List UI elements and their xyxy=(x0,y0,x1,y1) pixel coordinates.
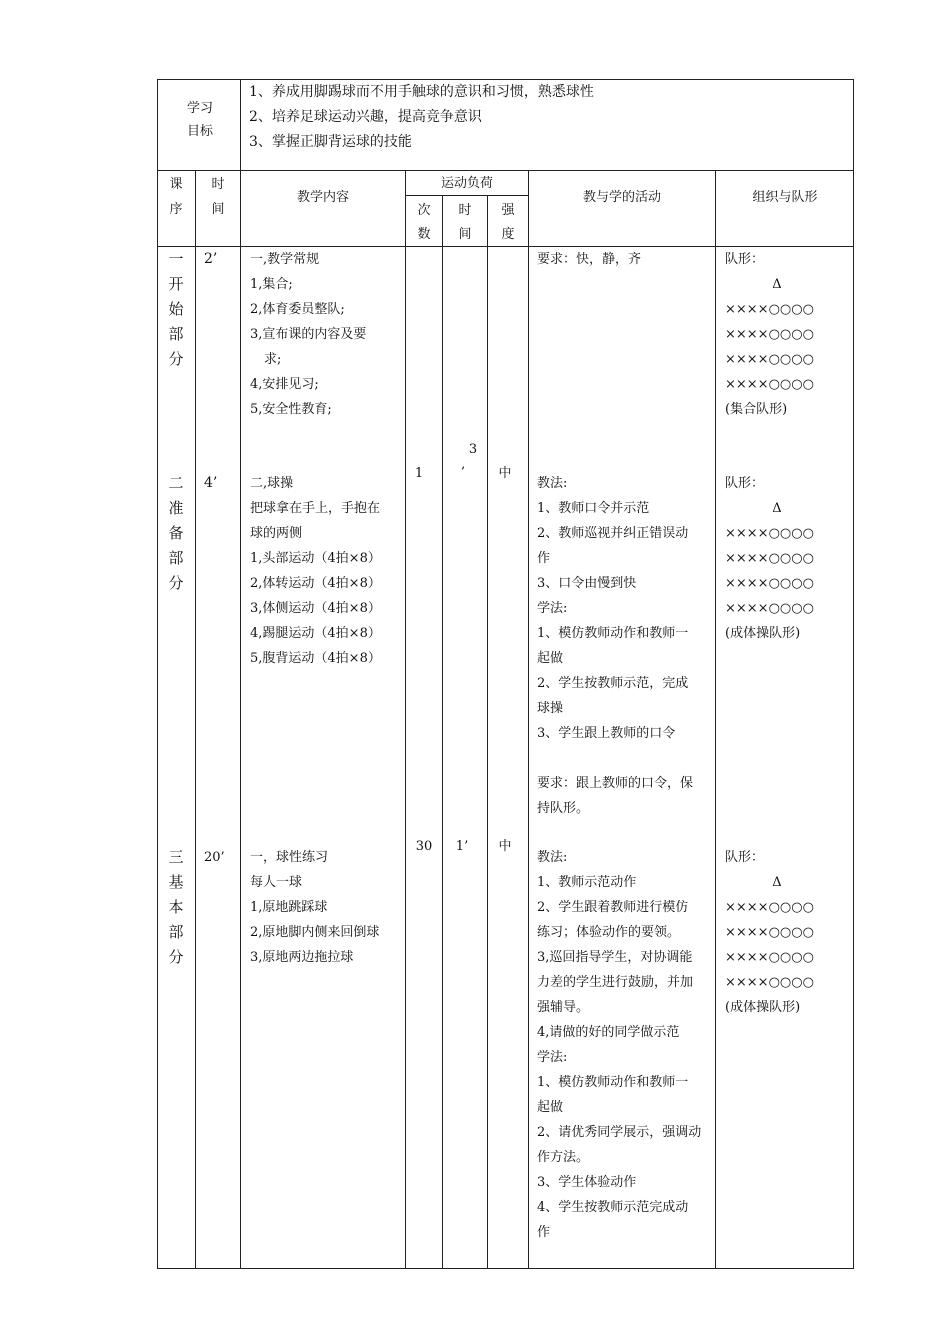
part-label-char: 本 xyxy=(168,898,184,916)
goal-item-1: 1、养成用脚踢球而不用手触球的意识和习惯，熟悉球性 xyxy=(249,84,594,100)
formation-row: ××××○○○○ xyxy=(725,551,814,566)
col-divider-goals xyxy=(240,79,241,171)
activity-line: 教法: xyxy=(537,850,568,865)
goals-label-1: 学习 xyxy=(186,101,213,116)
content-line: 4,安排见习; xyxy=(250,377,319,392)
content-line: 一,教学常规 xyxy=(250,252,320,267)
goal-item-2: 2、培养足球运动兴趣，提高竞争意识 xyxy=(249,109,482,125)
header-course-order-2: 序 xyxy=(169,202,183,217)
activity-line: 要求：跟上教师的口令，保 xyxy=(537,776,694,791)
activity-line: 要求：快，静，齐 xyxy=(537,252,642,267)
header-activities: 教与学的活动 xyxy=(582,190,661,205)
activity-line: 作 xyxy=(537,1225,551,1240)
activity-line: 3、学生跟上教师的口令 xyxy=(537,726,676,741)
activity-line: 1、模仿教师动作和教师一 xyxy=(537,1075,689,1090)
header-load-time-1: 时 xyxy=(458,203,472,218)
header-course-order-1: 课 xyxy=(169,177,183,192)
teacher-marker: Δ xyxy=(772,501,782,516)
activity-line: 球操 xyxy=(537,701,564,716)
formation-row: ××××○○○○ xyxy=(725,327,814,342)
header-load-intensity-2: 度 xyxy=(501,227,515,242)
activity-line: 3、学生体验动作 xyxy=(537,1175,637,1190)
header-load-count-1: 次 xyxy=(417,203,431,218)
formation-row: ××××○○○○ xyxy=(725,576,814,591)
header-time-2: 间 xyxy=(211,202,225,217)
content-line: 1,集合; xyxy=(250,277,293,292)
content-line: 3,原地两边拖拉球 xyxy=(250,950,354,965)
part-label-char: 二 xyxy=(168,474,184,492)
activity-line: 持队形。 xyxy=(537,801,590,816)
header-load-count-2: 数 xyxy=(417,227,431,242)
col-divider-5 xyxy=(487,195,488,1269)
section-time: 20’ xyxy=(204,850,225,865)
part-label-char: 部 xyxy=(168,549,184,567)
part-label-char: 三 xyxy=(168,848,184,866)
activity-line: 2、学生跟着教师进行模仿 xyxy=(537,900,689,915)
col-divider-1 xyxy=(195,170,196,1269)
content-line: 4,踢腿运动（4拍×8） xyxy=(250,626,381,641)
activity-line: 2、教师巡视并纠正错误动 xyxy=(537,526,689,541)
content-line: 5,腹背运动（4拍×8） xyxy=(250,651,381,666)
header-load-time-2: 间 xyxy=(458,227,472,242)
header-content: 教学内容 xyxy=(296,190,349,205)
content-line: 二,球操 xyxy=(250,476,294,491)
content-line: 2,体转运动（4拍×8） xyxy=(250,576,381,591)
formation-row: ××××○○○○ xyxy=(725,975,814,990)
formation-title: 队形： xyxy=(725,476,765,491)
activity-line: 2、学生按教师示范，完成 xyxy=(537,676,689,691)
part-label-char: 开 xyxy=(168,275,184,293)
formation-row: ××××○○○○ xyxy=(725,352,814,367)
header-load-intensity-1: 强 xyxy=(501,203,515,218)
activity-line: 作 xyxy=(537,551,551,566)
content-line: 求; xyxy=(264,352,282,367)
content-line: 3,体侧运动（4拍×8） xyxy=(250,601,381,616)
load-time-2: ’ xyxy=(460,465,466,480)
formation-caption: (集合队形) xyxy=(725,402,788,417)
activity-line: 起做 xyxy=(537,651,564,666)
part-label-char: 准 xyxy=(168,499,184,517)
activity-line: 起做 xyxy=(537,1100,564,1115)
content-line: 一，球性练习 xyxy=(250,850,329,865)
content-line: 3,宣布课的内容及要 xyxy=(250,327,367,342)
part-label-char: 分 xyxy=(168,574,184,592)
activity-line: 强辅导。 xyxy=(537,1000,590,1015)
load-intensity: 中 xyxy=(498,466,512,481)
content-line: 2,原地脚内侧来回倒球 xyxy=(250,925,380,940)
formation-row: ××××○○○○ xyxy=(725,900,814,915)
content-line: 2,体育委员整队; xyxy=(250,302,345,317)
section-time: 4’ xyxy=(204,475,218,491)
formation-caption: (成体操队形) xyxy=(725,1000,801,1015)
activity-line: 学法: xyxy=(537,1050,568,1065)
formation-title: 队形： xyxy=(725,252,765,267)
activity-line: 3、口令由慢到快 xyxy=(537,576,637,591)
header-load: 运动负荷 xyxy=(440,176,493,191)
header-time-1: 时 xyxy=(211,177,225,192)
formation-title: 队形： xyxy=(725,850,765,865)
load-count: 1 xyxy=(414,466,424,481)
header-organization: 组织与队形 xyxy=(752,190,818,205)
activity-line: 1、模仿教师动作和教师一 xyxy=(537,626,689,641)
formation-row: ××××○○○○ xyxy=(725,950,814,965)
formation-row: ××××○○○○ xyxy=(725,925,814,940)
formation-row: ××××○○○○ xyxy=(725,377,814,392)
teacher-marker: Δ xyxy=(772,875,782,890)
load-intensity: 中 xyxy=(498,839,512,854)
load-count: 30 xyxy=(415,839,433,854)
formation-row: ××××○○○○ xyxy=(725,526,814,541)
col-divider-7 xyxy=(715,170,716,1269)
activity-line: 4,请做的好的同学做示范 xyxy=(537,1025,680,1040)
part-label-char: 部 xyxy=(168,923,184,941)
activity-line: 学法: xyxy=(537,601,568,616)
part-label-char: 始 xyxy=(168,300,184,318)
activity-line: 教法: xyxy=(537,476,568,491)
teacher-marker: Δ xyxy=(772,277,782,292)
content-line: 5,安全性教育; xyxy=(250,402,332,417)
content-line: 1,原地跳踩球 xyxy=(250,900,328,915)
part-label-char: 备 xyxy=(168,524,184,542)
part-label-char: 一 xyxy=(168,250,184,268)
load-time: 1’ xyxy=(455,839,469,854)
activity-line: 2、请优秀同学展示，强调动 xyxy=(537,1125,702,1140)
formation-caption: (成体操队形) xyxy=(725,626,801,641)
content-line: 1,头部运动（4拍×8） xyxy=(250,551,381,566)
formation-row: ××××○○○○ xyxy=(725,302,814,317)
col-divider-2 xyxy=(240,170,241,1269)
goals-label-2: 目标 xyxy=(186,124,213,139)
section-time: 2’ xyxy=(204,251,218,267)
activity-line: 4、学生按教师示范完成动 xyxy=(537,1200,689,1215)
activity-line: 力差的学生进行鼓励，并加 xyxy=(537,975,694,990)
part-label-char: 基 xyxy=(168,873,184,891)
formation-row: ××××○○○○ xyxy=(725,601,814,616)
load-time-1: 3 xyxy=(468,442,478,457)
col-divider-3 xyxy=(405,170,406,1269)
activity-line: 1、教师示范动作 xyxy=(537,875,637,890)
content-line: 球的两侧 xyxy=(250,526,303,541)
activity-line: 练习；体验动作的要领。 xyxy=(537,925,681,940)
activity-line: 3,巡回指导学生，对协调能 xyxy=(537,950,693,965)
content-line: 把球拿在手上，手抱在 xyxy=(250,501,381,516)
part-label-char: 部 xyxy=(168,325,184,343)
col-divider-4 xyxy=(442,195,443,1269)
goal-item-3: 3、掌握正脚背运球的技能 xyxy=(249,134,412,150)
activity-line: 作方法。 xyxy=(537,1150,590,1165)
part-label-char: 分 xyxy=(168,948,184,966)
activity-line: 1、教师口令并示范 xyxy=(537,501,650,516)
part-label-char: 分 xyxy=(168,350,184,368)
col-divider-6 xyxy=(528,170,529,1269)
content-line: 每人一球 xyxy=(250,875,303,890)
